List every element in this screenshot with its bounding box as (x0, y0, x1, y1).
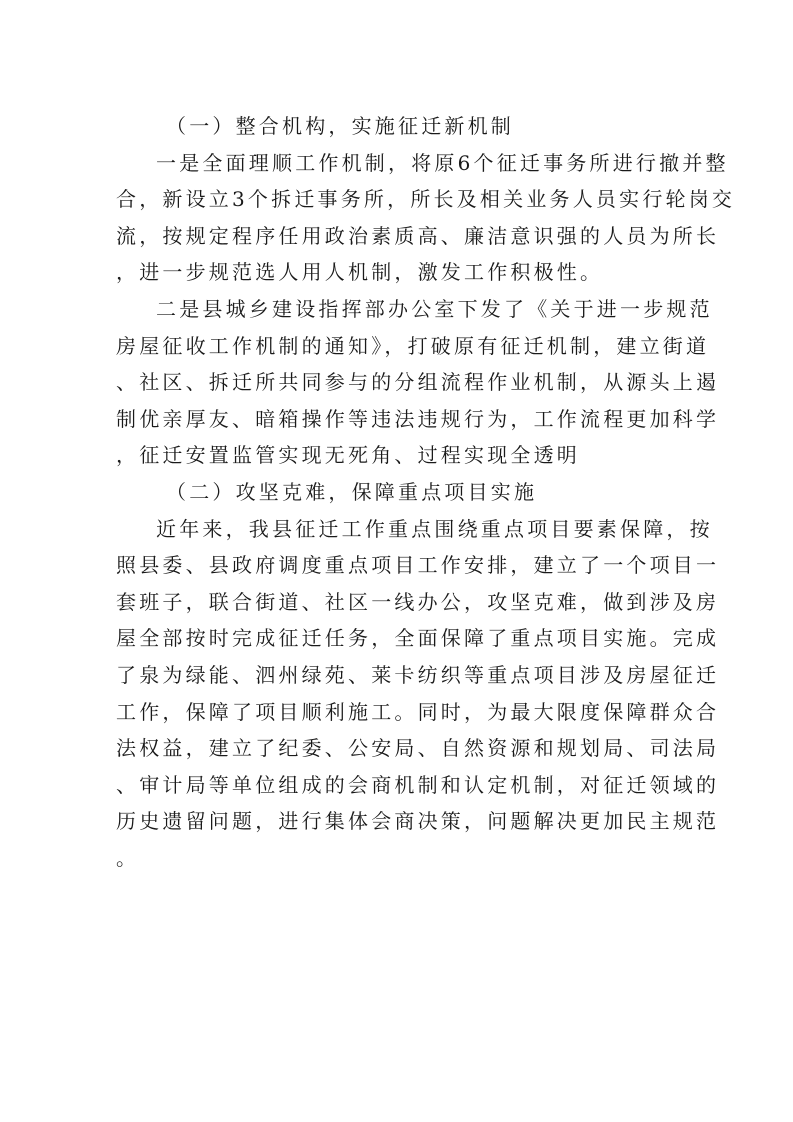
section-heading-2: （二）攻坚克难，保障重点项目实施 (166, 479, 538, 504)
paragraph-line: 套班子，联合街道、社区一线办公，攻坚克难，做到涉及房 (116, 589, 720, 614)
paragraph-line: 屋全部按时完成征迁任务，全面保障了重点项目实施。完成 (116, 626, 720, 651)
paragraph-line: 近年来，我县征迁工作重点围绕重点项目要素保障，按 (156, 516, 713, 541)
paragraph-line: 、审计局等单位组成的会商机制和认定机制，对征迁领域的 (116, 772, 720, 797)
paragraph-line: 、社区、拆迁所共同参与的分组流程作业机制，从源头上遏 (116, 370, 720, 395)
section-heading-1: （一）整合机构，实施征迁新机制 (166, 114, 514, 138)
paragraph-line: 历史遗留问题，进行集体会商决策，问题解决更加民主规范 (116, 809, 720, 834)
paragraph-line: 法权益，建立了纪委、公安局、自然资源和规划局、司法局 (116, 736, 720, 761)
paragraph-1 (116, 145, 736, 291)
paragraph-line: 二是县城乡建设指挥部办公室下发了《关于进一步规范 (156, 296, 713, 321)
document-page (116, 108, 736, 876)
paragraph-line: ，征迁安置监管实现无死角、过程实现全透明 (116, 443, 580, 468)
paragraph-line: 一是全面理顺工作机制，将原6个征迁事务所进行撤并整 (156, 150, 729, 175)
paragraph-line: 了泉为绿能、泗州绿苑、莱卡纺织等重点项目涉及房屋征迁 (116, 662, 720, 687)
paragraph-line: 合，新设立3个拆迁事务所，所长及相关业务人员实行轮岗交 (116, 187, 736, 212)
paragraph-line: 制优亲厚友、暗箱操作等违法违规行为，工作流程更加科学 (116, 406, 720, 431)
paragraph-line: 工作，保障了项目顺利施工。同时，为最大限度保障群众合 (116, 699, 720, 724)
paragraph-3 (116, 511, 720, 877)
paragraph-2 (116, 291, 720, 474)
paragraph-line: 。 (116, 845, 140, 870)
paragraph-line: 房屋征收工作机制的通知》，打破原有征迁机制，建立街道 (116, 333, 710, 358)
paragraph-line: 流，按规定程序任用政治素质高、廉洁意识强的人员为所长 (116, 223, 720, 248)
paragraph-line: ，进一步规范选人用人机制，激发工作积极性。 (116, 260, 604, 285)
paragraph-line: 照县委、县政府调度重点项目工作安排，建立了一个项目一 (116, 553, 720, 578)
